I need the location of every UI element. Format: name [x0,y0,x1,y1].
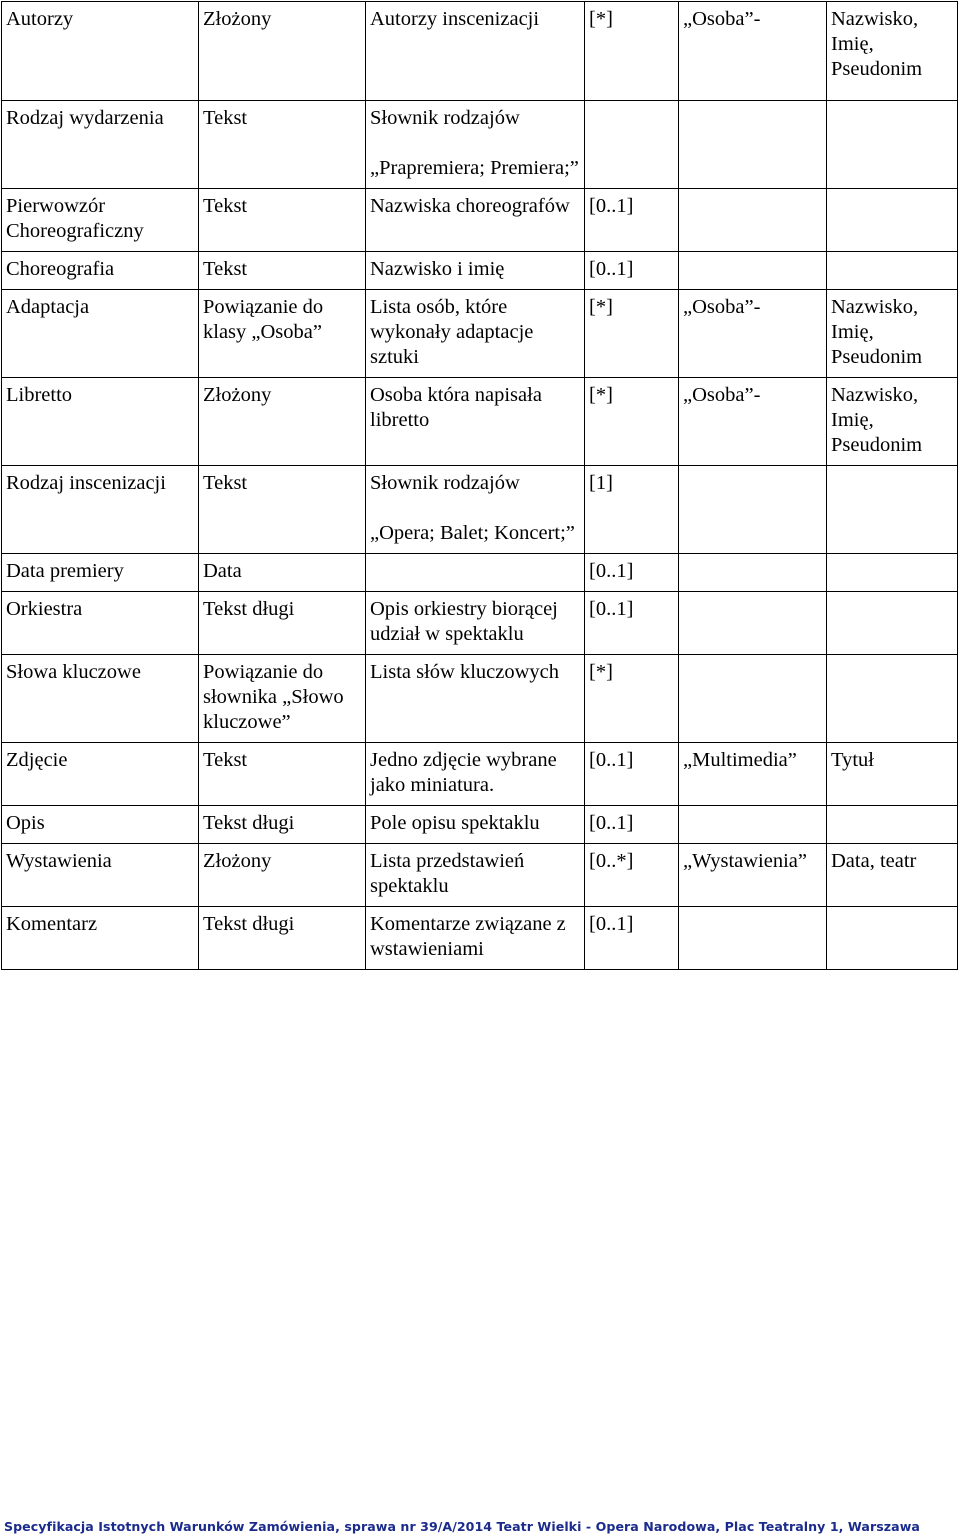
field-name-cell: Rodzaj wydarzenia [2,101,199,189]
description-text: Słownik rodzajów [370,472,520,494]
field-name-cell: Pierwowzór Choreograficzny [2,189,199,252]
field-type-cell: Tekst [199,252,366,290]
field-type-cell: Złożony [199,844,366,907]
related-class-cell: „Multimedia” [679,743,827,806]
field-description-cell: Nazwiska choreografów [366,189,585,252]
cardinality-cell: [0..1] [585,189,679,252]
table-row [2,655,958,743]
description-text: Słownik rodzajów [370,107,520,129]
field-type-cell: Powiązanie do słownika „Słowo kluczowe” [199,655,366,743]
field-name-cell: Choreografia [2,252,199,290]
related-class-cell: „Osoba”- [679,378,827,466]
field-description-cell: Jedno zdjęcie wybrane jako miniatura. [366,743,585,806]
related-attributes-cell: Nazwisko, Imię, Pseudonim [827,378,958,466]
field-type-cell: Tekst [199,189,366,252]
table-row [2,189,958,252]
field-type-cell: Tekst długi [199,806,366,844]
related-attributes-cell [827,252,958,290]
table-row [2,844,958,907]
field-description-cell: Autorzy inscenizacji [366,2,585,101]
cardinality-cell: [0..1] [585,252,679,290]
table-row [2,554,958,592]
related-class-cell: „Osoba”- [679,290,827,378]
related-attributes-cell [827,655,958,743]
related-class-cell [679,189,827,252]
field-type-cell: Data [199,554,366,592]
field-name-cell: Autorzy [2,2,199,101]
field-name-cell: Orkiestra [2,592,199,655]
field-name-cell: Wystawienia [2,844,199,907]
related-attributes-cell [827,554,958,592]
cardinality-cell: [*] [585,2,679,101]
field-name-cell: Rodzaj inscenizacji [2,466,199,554]
table-row [2,466,958,554]
table-row [2,252,958,290]
table-row [2,806,958,844]
related-class-cell: „Wystawienia” [679,844,827,907]
field-description-cell: Lista osób, które wykonały adaptacje sztuki [366,290,585,378]
related-class-cell [679,655,827,743]
related-class-cell [679,466,827,554]
related-class-cell [679,554,827,592]
related-attributes-cell [827,806,958,844]
field-description-cell [366,466,585,554]
cardinality-cell: [*] [585,378,679,466]
specification-table [1,1,958,970]
table-row [2,378,958,466]
field-name-cell: Libretto [2,378,199,466]
cardinality-cell: [*] [585,290,679,378]
field-name-cell: Opis [2,806,199,844]
field-description-cell: Lista słów kluczowych [366,655,585,743]
field-type-cell: Tekst [199,466,366,554]
table-row [2,907,958,970]
field-type-cell: Złożony [199,378,366,466]
cardinality-cell [585,101,679,189]
field-description-cell: Pole opisu spektaklu [366,806,585,844]
field-type-cell: Tekst [199,743,366,806]
cardinality-cell: [0..1] [585,592,679,655]
field-description-cell [366,554,585,592]
table-row [2,101,958,189]
related-attributes-cell [827,189,958,252]
cardinality-cell: [0..*] [585,844,679,907]
field-type-cell: Złożony [199,2,366,101]
related-class-cell [679,592,827,655]
field-type-cell: Powiązanie do klasy „Osoba” [199,290,366,378]
related-class-cell [679,806,827,844]
table-row [2,743,958,806]
field-description-cell: Osoba która napisała libretto [366,378,585,466]
cardinality-cell: [0..1] [585,554,679,592]
field-description-cell: Nazwisko i imię [366,252,585,290]
page-footer: Specyfikacja Istotnych Warunków Zamówienia, sprawa nr 39/A/2014 Teatr Wielki - Opera Narodowa, Plac Teatralny 1, Warszawa [4,1519,920,1534]
related-attributes-cell: Nazwisko, Imię, Pseudonim [827,290,958,378]
related-attributes-cell [827,592,958,655]
cardinality-cell: [0..1] [585,743,679,806]
related-class-cell [679,101,827,189]
cardinality-cell: [0..1] [585,907,679,970]
spacer [370,131,580,156]
related-attributes-cell [827,466,958,554]
field-type-cell: Tekst [199,101,366,189]
spacer [370,496,580,521]
related-attributes-cell: Nazwisko, Imię, Pseudonim [827,2,958,101]
cardinality-cell: [1] [585,466,679,554]
table-row [2,290,958,378]
related-attributes-cell [827,101,958,189]
field-name-cell: Adaptacja [2,290,199,378]
table-row [2,2,958,101]
related-class-cell: „Osoba”- [679,2,827,101]
field-name-cell: Słowa kluczowe [2,655,199,743]
field-name-cell: Zdjęcie [2,743,199,806]
field-type-cell: Tekst długi [199,907,366,970]
related-attributes-cell: Data, teatr [827,844,958,907]
related-class-cell [679,252,827,290]
dictionary-values: „Prapremiera; Premiera;” [370,157,579,179]
related-attributes-cell: Tytuł [827,743,958,806]
cardinality-cell: [0..1] [585,806,679,844]
table-row [2,592,958,655]
field-description-cell: Opis orkiestry biorącej udział w spektaklu [366,592,585,655]
cardinality-cell: [*] [585,655,679,743]
field-description-cell [366,101,585,189]
related-attributes-cell [827,907,958,970]
dictionary-values: „Opera; Balet; Koncert;” [370,522,575,544]
field-description-cell: Lista przedstawień spektaklu [366,844,585,907]
field-type-cell: Tekst długi [199,592,366,655]
field-name-cell: Komentarz [2,907,199,970]
related-class-cell [679,907,827,970]
field-description-cell: Komentarze związane z wstawieniami [366,907,585,970]
field-name-cell: Data premiery [2,554,199,592]
